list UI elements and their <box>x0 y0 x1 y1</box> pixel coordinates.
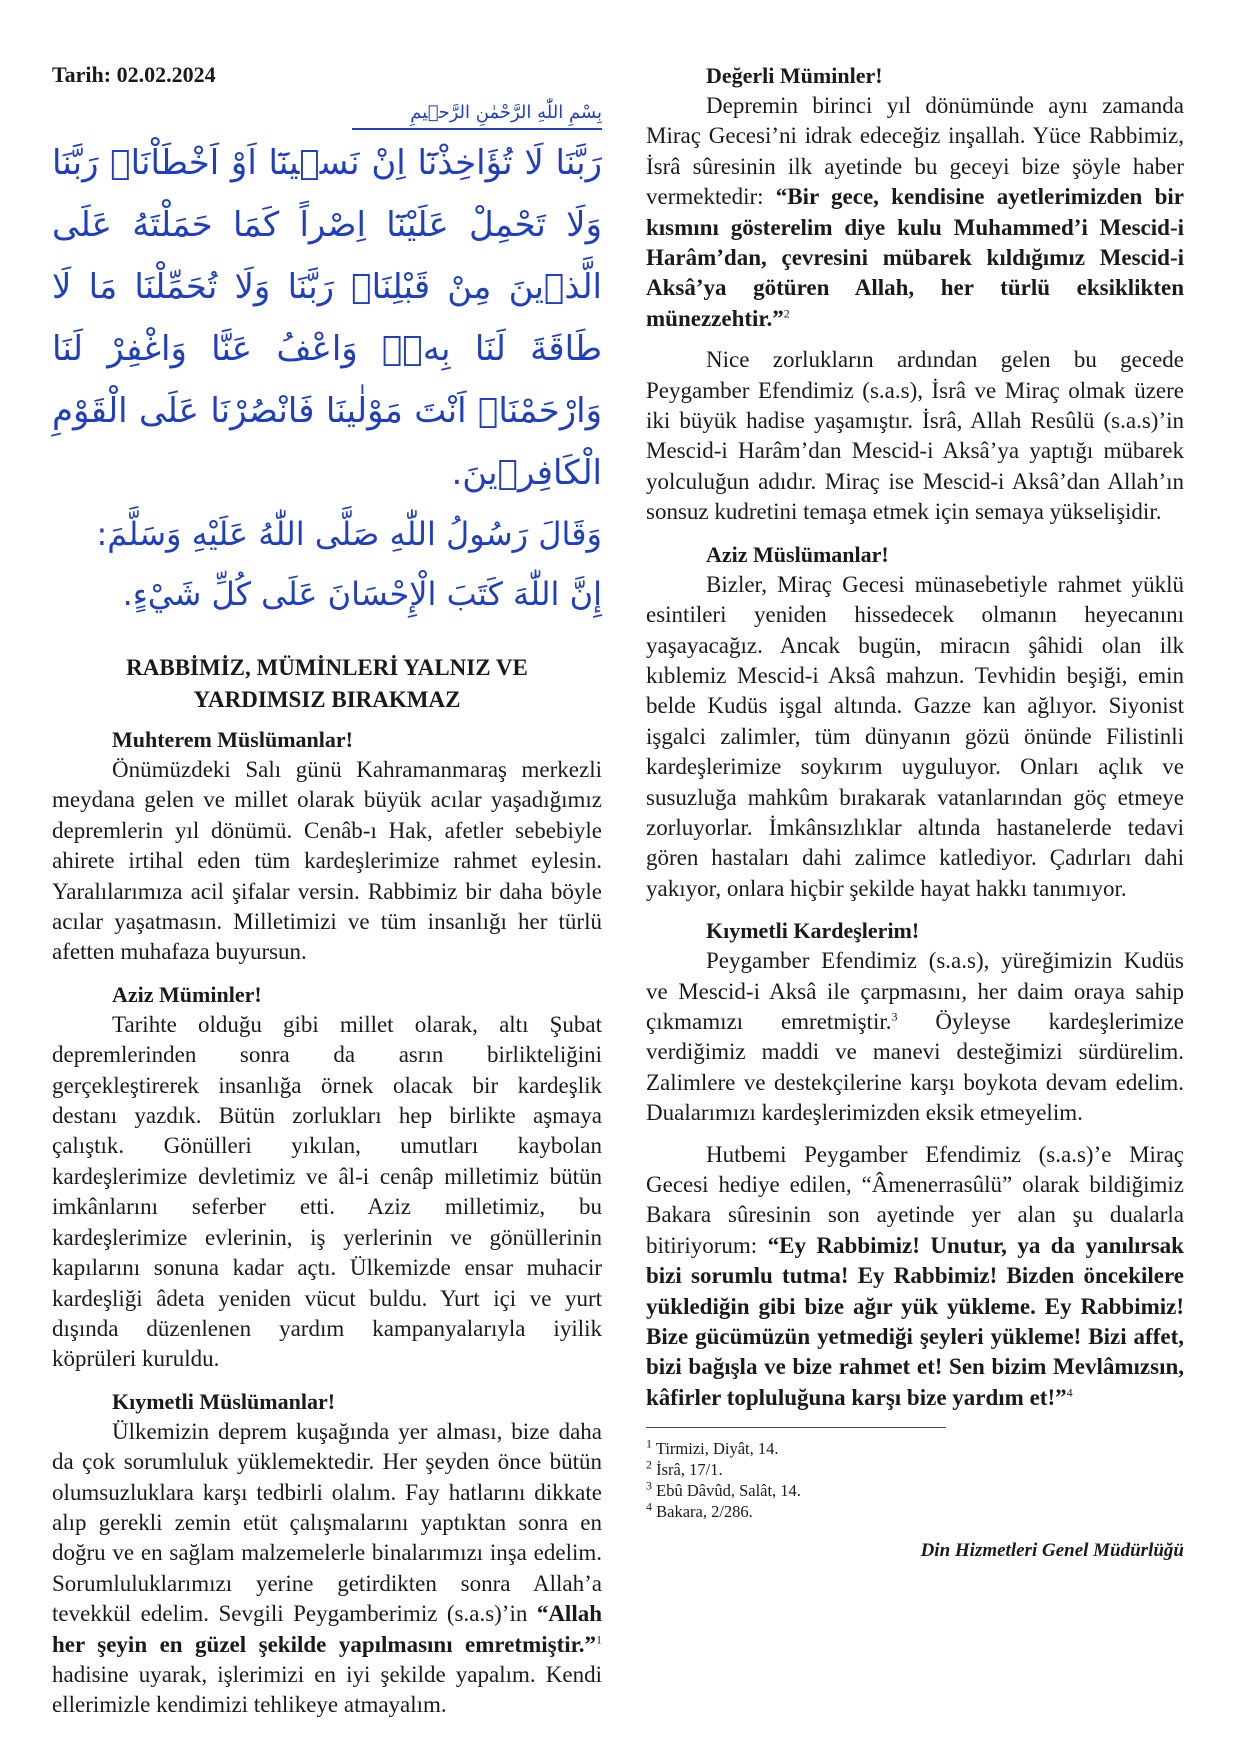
footnote-number: 1 <box>646 1436 652 1451</box>
section-heading: Aziz Müslümanlar! <box>706 541 889 567</box>
footnote-ref: 2 <box>783 306 790 321</box>
arabic-hadith: إِنَّ اللّٰهَ كَتَبَ الْإِحْسَانَ عَلَى كُلِّ شَيْءٍ. <box>122 575 602 613</box>
paragraph <box>52 1417 602 1721</box>
paragraph-text: Peygamber Efendimiz (s.a.s), yüreğimizin Kudüs ve Mescid-i Aksâ ile çarpmasını, her daim oraya sahip çıkmamızı emretmiştir. <box>646 948 1184 1034</box>
footnote-ref: 1 <box>596 1631 602 1646</box>
footnote-ref: 3 <box>891 1009 898 1024</box>
footnote-number: 3 <box>646 1478 652 1493</box>
sermon-title <box>52 652 602 716</box>
paragraph-text: Depremin birinci yıl dönümünde aynı zamanda Miraç Gecesi’ni idrak edeceğiz inşallah. Yüce Rabbimiz, İsrâ sûresinin ilk ayetinde bu geceyi bize şöyle haber vermektedir: <box>646 93 1184 210</box>
footnote <box>646 1480 1184 1501</box>
basmala-calligraphy: بِسْمِ اللّٰهِ الرَّحْمٰنِ الرَّح۪يمِ <box>352 98 602 130</box>
left-column <box>52 60 602 1721</box>
paragraph: Nice zorlukların ardından gelen bu gecede Peygamber Efendimiz (s.a.s), İsrâ ve Miraç olmak üzere iki büyük hadise yaşamıştır. İsrâ, Allah Resûlü (s.a.s)’in Mescid-i Harâm’dan Mescid-i Aksâ’ya yaptığı mübarek yolculuğun adıdır. Miraç ise Mescid-i Aksâ’dan Allah’ın sonsuz kudretini temaşa etmek için semaya yükselişidir. <box>646 347 1184 525</box>
footnote-text: Ebû Dâvûd, Salât, 14. <box>652 1481 801 1501</box>
arabic-ayah: رَبَّنَا لَا تُؤَاخِذْنَٓا اِنْ نَس۪ينَٓا اَوْ اَخْطَاْنَاۚ رَبَّنَا وَلَا تَحْمِلْ عَلَيْنَٓا اِصْراً كَمَا حَمَلْتَهُ عَلَى الَّذ۪ينَ مِنْ قَبْلِنَاۚ رَبَّنَا وَلَا تُحَمِّلْنَا مَا لَا طَاقَةَ لَنَا بِه۪ۚ وَاعْفُ عَنَّا وَاغْفِرْ لَنَا وَارْحَمْنَاۜ اَنْتَ مَوْلٰينَا فَانْصُرْنَا عَلَى الْقَوْمِ الْكَافِر۪ينَ. <box>52 143 602 493</box>
footnote <box>646 1501 1184 1522</box>
footnote <box>646 1438 1184 1459</box>
paragraph <box>646 91 1184 334</box>
sermon-title-line-2: YARDIMSIZ BIRAKMAZ <box>193 687 461 712</box>
prayer-quote: “Ey Rabbimiz! Unutur, ya da yanılırsak bizi sorumlu tutma! Ey Rabbimiz! Bizden öncekilere yüklediğin gibi bize ağır yük yükleme. Ey Rabbimiz! Bize gücümüzün yetmediği şeyleri yükleme! Bizi affet, bizi bağışla ve bize rahmet et! Sen bizim Mevlâmızsın, kâfirler topluluğuna karşı bize yardım et!” <box>646 1232 1184 1410</box>
ayah-quote: “Bir gece, kendisine ayetlerimizden bir kısmını gösterelim diye kulu Muhammed’i Mescid-i Harâm’dan, çevresini mübarek kıldığımız Mescid-i Aksâ’ya götüren Allah, her türlü eksiklikten münezzehtir.” <box>646 184 1184 331</box>
footnote-ref: 4 <box>1066 1385 1073 1400</box>
footnote-number: 2 <box>646 1457 652 1472</box>
section-heading: Muhterem Müslümanlar! <box>112 727 353 752</box>
paragraph-text: Öyleyse kardeşlerimize verdiğimiz maddi ve manevi desteğimizi sürdürelim. Zalimlere ve destekçilerine karşı boykota devam edelim. Dualarımızı kardeşlerimizden eksik etmeyelim. <box>646 1008 1184 1126</box>
paragraph <box>646 946 1184 1128</box>
footnote-number: 4 <box>646 1499 652 1514</box>
paragraph-text: hadisine uyarak, işlerimizi en iyi şekilde yapalım. Kendi ellerimizle kendimizi tehlikeye atmayalım. <box>52 1661 602 1718</box>
paragraph: Önümüzdeki Salı günü Kahramanmaraş merkezli meydana gelen ve millet olarak büyük acılar yaşadığımız depremlerin yıl dönümü. Cenâb-ı Hak, afetler sebebiyle ahirete irtihal eden tüm kardeşlerimize rahmet eylesin. Yaralılarımıza acil şifalar versin. Rabbimiz bir daha böyle acılar yaşatmasın. Milletimizi ve tüm insanlığı her türlü afetten muhafaza buyursun. <box>52 757 602 965</box>
footnote-divider <box>646 1427 946 1428</box>
section-heading: Değerli Müminler! <box>706 63 883 88</box>
paragraph-text: Hutbemi Peygamber Efendimiz (s.a.s)’e Miraç Gecesi hediye edilen, “Âmenerrasûlü” olarak bildiğimiz Bakara sûresinin son ayetinde yer alan şu dualarla bitiriyorum: <box>646 1141 1184 1258</box>
paragraph: Tarihte olduğu gibi millet olarak, altı Şubat depremlerinden sonra da asrın birlikteliğini gerçekleştirerek insanlığa örnek olacak bir kardeşlik destanı yazdık. Bütün zorlukları hep birlikte aşmaya çalıştık. Gönülleri yıkılan, umutları kaybolan kardeşlerimize devletimiz ve âl-i cenâp milletimiz bütün imkânlarını seferber etti. Aziz milletimiz, bu kardeşlerimize evlerinin, iş yerlerinin ve gönüllerinin kapılarını sonuna kadar açtı. Ülkemizde ensar muhacir kardeşliği âdeta yeniden vücut buldu. Yurt içi ve yurt dışında düzenlenen yardım kampanyalarıyla iyilik köprüleri kuruldu. <box>52 1011 602 1372</box>
footnote <box>646 1459 1184 1480</box>
hadith-quote: “Allah her şeyin en güzel şekilde yapılmasını emretmiştir.” <box>52 1601 602 1657</box>
sermon-title-line-1: RABBİMİZ, MÜMİNLERİ YALNIZ VE <box>126 655 528 680</box>
section-heading: Kıymetli Kardeşlerim! <box>706 918 920 944</box>
signature: Din Hizmetleri Genel Müdürlüğü <box>920 1540 1184 1562</box>
section-heading: Aziz Müminler! <box>112 981 262 1007</box>
footnote-text: İsrâ, 17/1. <box>652 1460 723 1480</box>
paragraph-text: Ülkemizin deprem kuşağında yer alması, bize daha da çok sorumluluk yüklemektedir. Her şeyden önce bütün olumsuzluklara karşı tedbirli olalım. Fay hatlarını dikkate alıp gerekli zemin etüt çalışmalarını yaptıktan sonra en doğru ve en sağlam malzemelerle binalarımızı inşa edelim. Sorumluluklarımızı yerine getirdikten sonra Allah’a tevekkül edelim. Sevgili Peygamberimiz (s.a.s)’in <box>52 1418 602 1627</box>
paragraph <box>646 1140 1184 1414</box>
right-column <box>646 60 1184 1567</box>
footnote-text: Tirmizi, Diyât, 14. <box>652 1439 779 1459</box>
section-heading: Kıymetli Müslümanlar! <box>112 1388 336 1414</box>
arabic-hadith-intro: وَقَالَ رَسُولُ اللّٰهِ صَلَّى اللّٰهُ عَلَيْهِ وَسَلَّمَ: <box>96 515 602 553</box>
footnote-text: Bakara, 2/286. <box>652 1502 753 1522</box>
date-line: Tarih: 02.02.2024 <box>52 62 216 87</box>
paragraph: Bizler, Miraç Gecesi münasebetiyle rahmet yüklü esintileri yeniden hissedecek olmanın heyecanını yaşayacağız. Ancak bugün, miracın şâhidi olan ilk kıblemiz Mescid-i Aksâ mahzun. Tevhidin beşiği, emin belde Kudüs işgal altında. Gazze kan ağlıyor. Siyonist işgalci zalimler, tüm dünyanın gözü önünde Filistinli kardeşlerimize soykırım uyguluyor. Onları açlık ve susuzluğa mahkûm bırakarak vatanlarından göç etmeye zorluyorlar. İmkânsızlıklar altında hastanelerde tedavi gören hastaları dahi zalimce katlediyor. Çadırları dahi yakıyor, onlara hiçbir şekilde hayat hakkı tanımıyor. <box>646 571 1184 901</box>
